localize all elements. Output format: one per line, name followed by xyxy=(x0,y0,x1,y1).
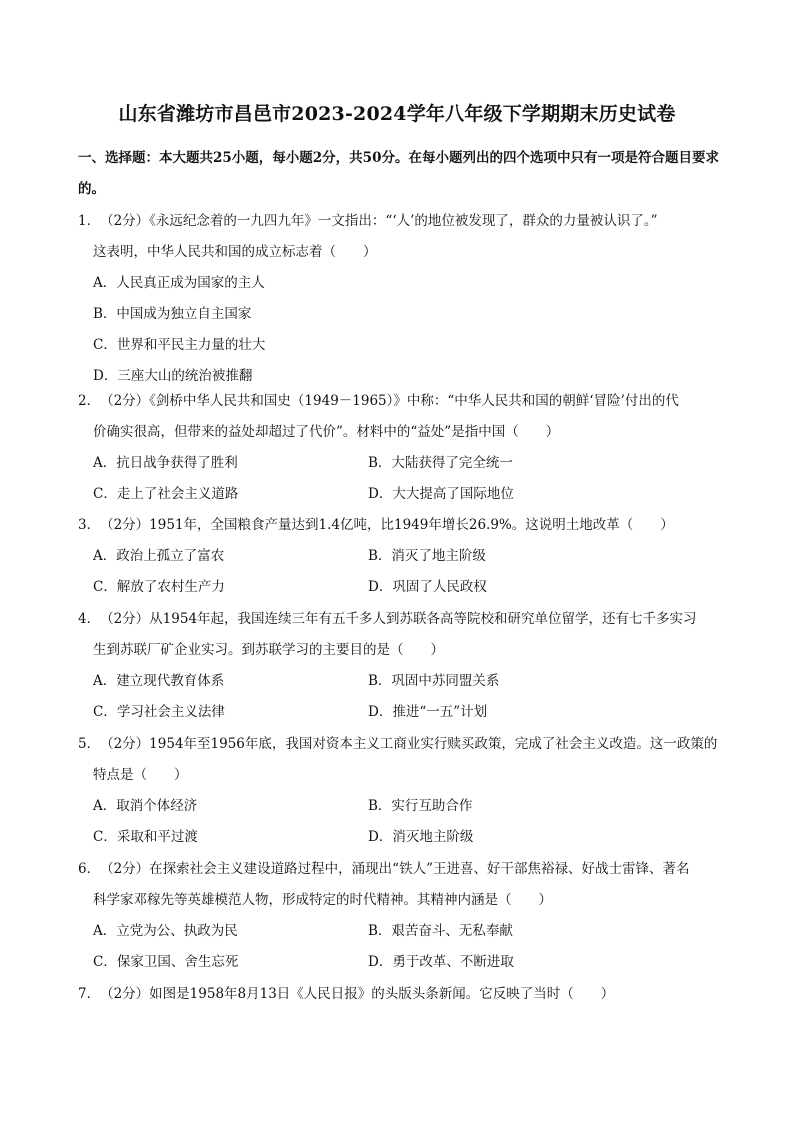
options xyxy=(78,666,728,728)
option-d[interactable]: D．三座大山的统治被推翻 xyxy=(93,368,253,384)
question-stem-line: 特点是（ ） xyxy=(93,767,188,783)
question-stem-line: 这表明，中华人民共和国的成立标志着（ ） xyxy=(93,244,377,260)
question-number: 5． xyxy=(78,736,101,752)
option-a[interactable]: A．政治上孤立了富农 xyxy=(93,548,225,564)
question-stem-line: 6．（2分）在探索社会主义建设道路过程中，涌现出“铁人”王进喜、好干部焦裕禄、好战士雷锋、著名 xyxy=(78,854,728,885)
question-stem-line: 2．（2分）《剑桥中华人民共和国史（1949－1965）》中称：“中华人民共和国的朝鲜‘冒险’付出的代 xyxy=(78,386,728,417)
question-7 xyxy=(78,979,728,1010)
question-stem-line: 生到苏联厂矿企业实习。到苏联学习的主要目的是（ ） xyxy=(93,642,444,658)
option-d[interactable]: D．消灭地主阶级 xyxy=(368,829,474,845)
question-1 xyxy=(78,206,728,392)
question-6 xyxy=(78,854,728,978)
option-d[interactable]: D．巩固了人民政权 xyxy=(368,579,487,595)
option-b[interactable]: B．中国成为独立自主国家 xyxy=(93,306,252,322)
option-d[interactable]: D．推进“一五”计划 xyxy=(368,704,488,720)
question-stem-line: 5．（2分）1954年至1956年底，我国对资本主义工商业实行赎买政策，完成了社会主义改造。这一政策的 xyxy=(78,729,728,760)
options xyxy=(78,268,728,392)
question-number: 4． xyxy=(78,611,101,627)
option-b[interactable]: B．大陆获得了完全统一 xyxy=(368,455,513,471)
question-number: 6． xyxy=(78,861,101,877)
question-2 xyxy=(78,386,728,510)
question-5 xyxy=(78,729,728,853)
option-c[interactable]: C．采取和平过渡 xyxy=(93,829,198,845)
option-a[interactable]: A．立党为公、执政为民 xyxy=(93,923,238,939)
question-stem-line: 价确实很高，但带来的益处却超过了代价”。材料中的“益处”是指中国（ ） xyxy=(93,424,560,440)
option-b[interactable]: B．巩固中苏同盟关系 xyxy=(368,673,500,689)
option-b[interactable]: B．艰苦奋斗、无私奉献 xyxy=(368,923,513,939)
options xyxy=(78,791,728,853)
exam-title: 山东省潍坊市昌邑市2023-2024学年八年级下学期期末历史试卷 xyxy=(118,103,676,125)
question-stem-line: 4．（2分）从1954年起，我国连续三年有五千多人到苏联各高等院校和研究单位留学，还有七千多实习 xyxy=(78,604,728,635)
question-4 xyxy=(78,604,728,728)
option-c[interactable]: C．学习社会主义法律 xyxy=(93,704,225,720)
option-a[interactable]: A．抗日战争获得了胜利 xyxy=(93,455,238,471)
question-3 xyxy=(78,510,728,603)
question-number: 1． xyxy=(78,213,101,229)
option-a[interactable]: A．取消个体经济 xyxy=(93,798,198,814)
question-number: 7． xyxy=(78,986,101,1002)
option-d[interactable]: D．勇于改革、不断进取 xyxy=(368,954,514,970)
option-b[interactable]: B．实行互助合作 xyxy=(368,798,473,814)
option-d[interactable]: D．大大提高了国际地位 xyxy=(368,486,514,502)
option-c[interactable]: C．保家卫国、舍生忘死 xyxy=(93,954,239,970)
option-a[interactable]: A．建立现代教育体系 xyxy=(93,673,225,689)
option-c[interactable]: C．解放了农村生产力 xyxy=(93,579,225,595)
options xyxy=(78,541,728,603)
question-stem-line: 科学家邓稼先等英雄模范人物，形成特定的时代精神。其精神内涵是（ ） xyxy=(93,892,552,908)
options xyxy=(78,916,728,978)
question-stem-line: 1．（2分）《永远纪念着的一九四九年》一文指出：“‘人’的地位被发现了，群众的力量被认识了。” xyxy=(78,206,728,237)
option-a[interactable]: A．人民真正成为国家的主人 xyxy=(93,275,265,291)
question-stem-line: 7．（2分）如图是1958年8月13日《人民日报》的头版头条新闻。它反映了当时（ ） xyxy=(78,979,728,1010)
section-header: 一、选择题：本大题共25小题，每小题2分，共50分。在每小题列出的四个选项中只有一项是符合题目要求的。 xyxy=(78,150,719,197)
question-stem-line: 3．（2分）1951年，全国粮食产量达到1.4亿吨，比1949年增长26.9%。这说明土地改革（ ） xyxy=(78,510,728,541)
options xyxy=(78,448,728,510)
question-number: 3． xyxy=(78,517,101,533)
question-number: 2． xyxy=(78,393,101,409)
option-b[interactable]: B．消灭了地主阶级 xyxy=(368,548,486,564)
option-c[interactable]: C．走上了社会主义道路 xyxy=(93,486,239,502)
option-c[interactable]: C．世界和平民主力量的壮大 xyxy=(93,337,266,353)
